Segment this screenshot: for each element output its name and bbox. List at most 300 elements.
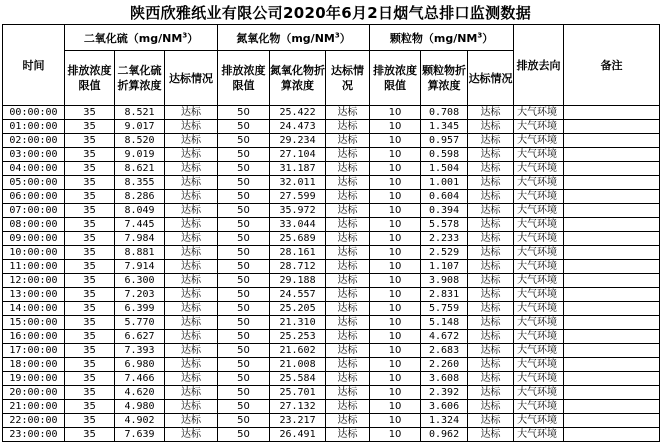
so2-value-cell: 4.980	[115, 400, 165, 414]
nox-status-cell: 达标	[326, 288, 370, 302]
so2-status-cell: 达标	[165, 218, 218, 232]
so2-limit-cell: 35	[65, 330, 115, 344]
so2-status-cell: 达标	[165, 176, 218, 190]
so2-status-cell: 达标	[165, 400, 218, 414]
table-row	[3, 414, 660, 428]
destination-cell: 大气环境	[514, 414, 564, 428]
nox-limit-cell: 50	[218, 288, 270, 302]
so2-limit-cell: 35	[65, 176, 115, 190]
nox-value-cell: 21.602	[270, 344, 326, 358]
nox-limit-cell: 50	[218, 176, 270, 190]
nox-status-cell: 达标	[326, 372, 370, 386]
so2-limit-cell: 35	[65, 190, 115, 204]
pm-limit-cell: 10	[370, 358, 421, 372]
remarks-cell	[564, 120, 660, 134]
pm-status-cell: 达标	[468, 274, 514, 288]
remarks-cell	[564, 428, 660, 442]
pm-status-cell: 达标	[468, 190, 514, 204]
nox-value-cell: 24.473	[270, 120, 326, 134]
table-row	[3, 302, 660, 316]
pm-value-cell: 1.504	[421, 162, 468, 176]
pm-status-cell: 达标	[468, 260, 514, 274]
so2-value-cell: 6.399	[115, 302, 165, 316]
pm-status-cell: 达标	[468, 344, 514, 358]
pm-group-label: 颗粒物（mg/NM	[389, 31, 478, 45]
destination-cell: 大气环境	[514, 218, 564, 232]
group-header-row	[3, 25, 660, 51]
pm-value-cell: 1.324	[421, 414, 468, 428]
pm-value-cell: 1.001	[421, 176, 468, 190]
so2-status-cell: 达标	[165, 330, 218, 344]
nox-status-cell: 达标	[326, 232, 370, 246]
nox-status-cell: 达标	[326, 148, 370, 162]
so2-value-cell: 8.286	[115, 190, 165, 204]
time-cell: 00:00:00	[3, 106, 65, 120]
pm-limit-cell: 10	[370, 288, 421, 302]
nox-limit-cell: 50	[218, 120, 270, 134]
so2-group-header	[65, 25, 218, 51]
remarks-cell	[564, 162, 660, 176]
so2-status-cell: 达标	[165, 190, 218, 204]
nox-limit-cell: 50	[218, 428, 270, 442]
so2-value-cell: 4.902	[115, 414, 165, 428]
pm-limit-cell: 10	[370, 218, 421, 232]
time-cell: 09:00:00	[3, 232, 65, 246]
time-cell: 01:00:00	[3, 120, 65, 134]
table-row	[3, 176, 660, 190]
table-row	[3, 358, 660, 372]
table-row	[3, 428, 660, 442]
so2-limit-cell: 35	[65, 260, 115, 274]
nox-value-cell: 27.132	[270, 400, 326, 414]
so2-limit-cell: 35	[65, 400, 115, 414]
destination-cell: 大气环境	[514, 428, 564, 442]
pm-status-cell: 达标	[468, 386, 514, 400]
so2-limit-cell: 35	[65, 316, 115, 330]
destination-cell: 大气环境	[514, 120, 564, 134]
pm-status-cell: 达标	[468, 162, 514, 176]
destination-cell: 大气环境	[514, 274, 564, 288]
time-cell: 20:00:00	[3, 386, 65, 400]
remarks-cell	[564, 330, 660, 344]
so2-value-cell: 5.770	[115, 316, 165, 330]
nox-group-header	[218, 25, 370, 51]
so2-status-cell: 达标	[165, 414, 218, 428]
destination-cell: 大气环境	[514, 316, 564, 330]
time-cell: 13:00:00	[3, 288, 65, 302]
nox-value-header: 氮氧化物折算浓度	[270, 51, 326, 106]
nox-limit-cell: 50	[218, 414, 270, 428]
pm-status-cell: 达标	[468, 148, 514, 162]
time-cell: 12:00:00	[3, 274, 65, 288]
so2-limit-cell: 35	[65, 288, 115, 302]
nox-status-cell: 达标	[326, 330, 370, 344]
so2-status-cell: 达标	[165, 134, 218, 148]
nox-status-cell: 达标	[326, 414, 370, 428]
pm-limit-cell: 10	[370, 330, 421, 344]
time-cell: 16:00:00	[3, 330, 65, 344]
remarks-cell	[564, 106, 660, 120]
nox-limit-cell: 50	[218, 344, 270, 358]
pm-status-cell: 达标	[468, 400, 514, 414]
pm-limit-cell: 10	[370, 176, 421, 190]
so2-value-cell: 9.017	[115, 120, 165, 134]
table-row	[3, 148, 660, 162]
destination-cell: 大气环境	[514, 372, 564, 386]
so2-status-cell: 达标	[165, 120, 218, 134]
pm-limit-cell: 10	[370, 414, 421, 428]
pm-limit-cell: 10	[370, 148, 421, 162]
remarks-cell	[564, 302, 660, 316]
nox-value-cell: 25.205	[270, 302, 326, 316]
so2-status-cell: 达标	[165, 274, 218, 288]
unit-close: ）	[339, 31, 351, 45]
time-header: 时间	[3, 25, 65, 106]
so2-limit-cell: 35	[65, 428, 115, 442]
so2-status-cell: 达标	[165, 372, 218, 386]
nox-limit-cell: 50	[218, 148, 270, 162]
so2-status-cell: 达标	[165, 232, 218, 246]
nox-value-cell: 25.584	[270, 372, 326, 386]
nox-value-cell: 29.234	[270, 134, 326, 148]
pm-value-cell: 1.107	[421, 260, 468, 274]
remarks-cell	[564, 260, 660, 274]
remarks-cell	[564, 358, 660, 372]
nox-limit-cell: 50	[218, 190, 270, 204]
destination-cell: 大气环境	[514, 288, 564, 302]
pm-value-cell: 2.831	[421, 288, 468, 302]
pm-status-cell: 达标	[468, 218, 514, 232]
table-row	[3, 204, 660, 218]
table-body	[3, 106, 660, 442]
so2-status-cell: 达标	[165, 316, 218, 330]
time-cell: 11:00:00	[3, 260, 65, 274]
so2-status-cell: 达标	[165, 358, 218, 372]
table-row	[3, 218, 660, 232]
unit-superscript: 3	[477, 30, 483, 39]
pm-status-cell: 达标	[468, 330, 514, 344]
pm-status-cell: 达标	[468, 134, 514, 148]
nox-value-cell: 25.701	[270, 386, 326, 400]
table-row	[3, 134, 660, 148]
nox-value-cell: 31.187	[270, 162, 326, 176]
pm-limit-cell: 10	[370, 400, 421, 414]
so2-value-cell: 8.521	[115, 106, 165, 120]
remarks-cell	[564, 400, 660, 414]
destination-cell: 大气环境	[514, 358, 564, 372]
destination-cell: 大气环境	[514, 302, 564, 316]
table-row	[3, 260, 660, 274]
so2-value-cell: 7.914	[115, 260, 165, 274]
nox-status-header: 达标情况	[326, 51, 370, 106]
table-row	[3, 190, 660, 204]
so2-value-cell: 7.466	[115, 372, 165, 386]
so2-status-cell: 达标	[165, 386, 218, 400]
nox-value-cell: 33.044	[270, 218, 326, 232]
pm-status-cell: 达标	[468, 316, 514, 330]
remarks-cell	[564, 176, 660, 190]
so2-limit-cell: 35	[65, 232, 115, 246]
nox-status-cell: 达标	[326, 316, 370, 330]
pm-group-header	[370, 25, 514, 51]
pm-value-cell: 3.606	[421, 400, 468, 414]
nox-status-cell: 达标	[326, 218, 370, 232]
time-cell: 18:00:00	[3, 358, 65, 372]
pm-value-cell: 3.608	[421, 372, 468, 386]
so2-value-cell: 8.520	[115, 134, 165, 148]
so2-limit-cell: 35	[65, 106, 115, 120]
table-row	[3, 120, 660, 134]
pm-value-cell: 0.708	[421, 106, 468, 120]
page-title: 陕西欣雅纸业有限公司2020年6月2日烟气总排口监测数据	[129, 4, 532, 22]
so2-group-label: 二氧化硫（mg/NM	[83, 31, 183, 45]
nox-value-cell: 35.972	[270, 204, 326, 218]
so2-limit-cell: 35	[65, 372, 115, 386]
pm-value-cell: 5.759	[421, 302, 468, 316]
nox-value-cell: 28.712	[270, 260, 326, 274]
nox-group-label: 氮氧化物（mg/NM	[236, 31, 335, 45]
nox-status-cell: 达标	[326, 260, 370, 274]
so2-status-cell: 达标	[165, 428, 218, 442]
nox-limit-header: 排放浓度限值	[218, 51, 270, 106]
nox-value-cell: 28.161	[270, 246, 326, 260]
pm-limit-cell: 10	[370, 316, 421, 330]
nox-value-cell: 32.011	[270, 176, 326, 190]
pm-value-cell: 2.260	[421, 358, 468, 372]
nox-status-cell: 达标	[326, 386, 370, 400]
pm-value-cell: 5.578	[421, 218, 468, 232]
pm-limit-cell: 10	[370, 260, 421, 274]
nox-limit-cell: 50	[218, 106, 270, 120]
nox-limit-cell: 50	[218, 134, 270, 148]
pm-limit-cell: 10	[370, 120, 421, 134]
destination-cell: 大气环境	[514, 148, 564, 162]
pm-status-cell: 达标	[468, 302, 514, 316]
so2-value-cell: 8.621	[115, 162, 165, 176]
nox-value-cell: 21.310	[270, 316, 326, 330]
nox-status-cell: 达标	[326, 246, 370, 260]
so2-value-header: 二氧化硫折算浓度	[115, 51, 165, 106]
so2-value-cell: 8.355	[115, 176, 165, 190]
so2-value-cell: 7.984	[115, 232, 165, 246]
pm-status-header: 达标情况	[468, 51, 514, 106]
pm-limit-cell: 10	[370, 134, 421, 148]
destination-cell: 大气环境	[514, 204, 564, 218]
pm-value-cell: 3.908	[421, 274, 468, 288]
nox-status-cell: 达标	[326, 428, 370, 442]
so2-status-header: 达标情况	[165, 51, 218, 106]
so2-status-cell: 达标	[165, 148, 218, 162]
nox-value-cell: 24.557	[270, 288, 326, 302]
pm-status-cell: 达标	[468, 414, 514, 428]
pm-limit-cell: 10	[370, 204, 421, 218]
destination-cell: 大气环境	[514, 190, 564, 204]
nox-limit-cell: 50	[218, 204, 270, 218]
nox-limit-cell: 50	[218, 386, 270, 400]
so2-value-cell: 8.881	[115, 246, 165, 260]
pm-value-cell: 5.148	[421, 316, 468, 330]
pm-value-cell: 2.529	[421, 246, 468, 260]
pm-limit-cell: 10	[370, 302, 421, 316]
remarks-cell	[564, 246, 660, 260]
pm-limit-cell: 10	[370, 344, 421, 358]
nox-status-cell: 达标	[326, 302, 370, 316]
time-cell: 22:00:00	[3, 414, 65, 428]
table-row	[3, 232, 660, 246]
pm-status-cell: 达标	[468, 358, 514, 372]
so2-limit-cell: 35	[65, 134, 115, 148]
so2-limit-cell: 35	[65, 274, 115, 288]
destination-cell: 大气环境	[514, 400, 564, 414]
so2-limit-cell: 35	[65, 148, 115, 162]
so2-value-cell: 6.980	[115, 358, 165, 372]
so2-value-cell: 9.019	[115, 148, 165, 162]
pm-value-cell: 2.392	[421, 386, 468, 400]
nox-value-cell: 27.599	[270, 190, 326, 204]
pm-value-cell: 1.345	[421, 120, 468, 134]
nox-limit-cell: 50	[218, 316, 270, 330]
unit-superscript: 3	[182, 30, 188, 39]
nox-status-cell: 达标	[326, 190, 370, 204]
pm-value-cell: 0.394	[421, 204, 468, 218]
so2-limit-header: 排放浓度限值	[65, 51, 115, 106]
remarks-cell	[564, 134, 660, 148]
table-row	[3, 106, 660, 120]
so2-status-cell: 达标	[165, 204, 218, 218]
nox-status-cell: 达标	[326, 162, 370, 176]
destination-cell: 大气环境	[514, 162, 564, 176]
time-cell: 14:00:00	[3, 302, 65, 316]
nox-value-cell: 29.188	[270, 274, 326, 288]
nox-value-cell: 23.217	[270, 414, 326, 428]
pm-limit-cell: 10	[370, 372, 421, 386]
monitoring-report	[2, 2, 659, 442]
remarks-cell	[564, 414, 660, 428]
so2-limit-cell: 35	[65, 414, 115, 428]
destination-cell: 大气环境	[514, 134, 564, 148]
so2-value-cell: 6.627	[115, 330, 165, 344]
nox-limit-cell: 50	[218, 302, 270, 316]
nox-status-cell: 达标	[326, 204, 370, 218]
time-cell: 10:00:00	[3, 246, 65, 260]
nox-value-cell: 26.491	[270, 428, 326, 442]
pm-limit-cell: 10	[370, 162, 421, 176]
remarks-cell	[564, 344, 660, 358]
table-row	[3, 344, 660, 358]
pm-status-cell: 达标	[468, 204, 514, 218]
so2-limit-cell: 35	[65, 344, 115, 358]
time-cell: 04:00:00	[3, 162, 65, 176]
destination-cell: 大气环境	[514, 176, 564, 190]
remarks-cell	[564, 372, 660, 386]
time-cell: 23:00:00	[3, 428, 65, 442]
remarks-cell	[564, 204, 660, 218]
so2-limit-cell: 35	[65, 204, 115, 218]
nox-status-cell: 达标	[326, 120, 370, 134]
table-row	[3, 246, 660, 260]
so2-limit-cell: 35	[65, 218, 115, 232]
pm-status-cell: 达标	[468, 288, 514, 302]
unit-superscript: 3	[334, 30, 340, 39]
pm-value-cell: 0.962	[421, 428, 468, 442]
so2-value-cell: 6.300	[115, 274, 165, 288]
so2-status-cell: 达标	[165, 288, 218, 302]
nox-status-cell: 达标	[326, 274, 370, 288]
pm-limit-cell: 10	[370, 274, 421, 288]
unit-close: ）	[187, 31, 199, 45]
so2-limit-cell: 35	[65, 386, 115, 400]
time-cell: 07:00:00	[3, 204, 65, 218]
so2-limit-cell: 35	[65, 302, 115, 316]
pm-limit-cell: 10	[370, 246, 421, 260]
so2-limit-cell: 35	[65, 120, 115, 134]
time-cell: 19:00:00	[3, 372, 65, 386]
pm-status-cell: 达标	[468, 372, 514, 386]
nox-value-cell: 25.253	[270, 330, 326, 344]
pm-status-cell: 达标	[468, 246, 514, 260]
pm-value-cell: 0.604	[421, 190, 468, 204]
nox-status-cell: 达标	[326, 344, 370, 358]
destination-cell: 大气环境	[514, 330, 564, 344]
table-row	[3, 386, 660, 400]
table-row	[3, 400, 660, 414]
remarks-cell	[564, 288, 660, 302]
nox-status-cell: 达标	[326, 134, 370, 148]
remarks-header: 备注	[564, 25, 660, 106]
pm-limit-cell: 10	[370, 106, 421, 120]
pm-limit-cell: 10	[370, 232, 421, 246]
so2-value-cell: 7.393	[115, 344, 165, 358]
nox-limit-cell: 50	[218, 358, 270, 372]
time-cell: 08:00:00	[3, 218, 65, 232]
time-cell: 17:00:00	[3, 344, 65, 358]
nox-status-cell: 达标	[326, 106, 370, 120]
remarks-cell	[564, 386, 660, 400]
so2-limit-cell: 35	[65, 246, 115, 260]
table-row	[3, 330, 660, 344]
table-row	[3, 162, 660, 176]
pm-status-cell: 达标	[468, 106, 514, 120]
destination-header: 排放去向	[514, 25, 564, 106]
nox-limit-cell: 50	[218, 246, 270, 260]
table-row	[3, 316, 660, 330]
time-cell: 06:00:00	[3, 190, 65, 204]
table-row	[3, 372, 660, 386]
nox-limit-cell: 50	[218, 372, 270, 386]
so2-value-cell: 7.639	[115, 428, 165, 442]
nox-limit-cell: 50	[218, 232, 270, 246]
nox-limit-cell: 50	[218, 162, 270, 176]
remarks-cell	[564, 316, 660, 330]
nox-limit-cell: 50	[218, 400, 270, 414]
remarks-cell	[564, 148, 660, 162]
so2-value-cell: 7.445	[115, 218, 165, 232]
nox-limit-cell: 50	[218, 260, 270, 274]
pm-limit-header: 排放浓度限值	[370, 51, 421, 106]
remarks-cell	[564, 232, 660, 246]
nox-value-cell: 25.422	[270, 106, 326, 120]
pm-status-cell: 达标	[468, 232, 514, 246]
so2-status-cell: 达标	[165, 246, 218, 260]
destination-cell: 大气环境	[514, 344, 564, 358]
pm-value-cell: 2.233	[421, 232, 468, 246]
pm-status-cell: 达标	[468, 428, 514, 442]
so2-status-cell: 达标	[165, 106, 218, 120]
pm-value-cell: 2.683	[421, 344, 468, 358]
destination-cell: 大气环境	[514, 106, 564, 120]
nox-limit-cell: 50	[218, 218, 270, 232]
time-cell: 03:00:00	[3, 148, 65, 162]
